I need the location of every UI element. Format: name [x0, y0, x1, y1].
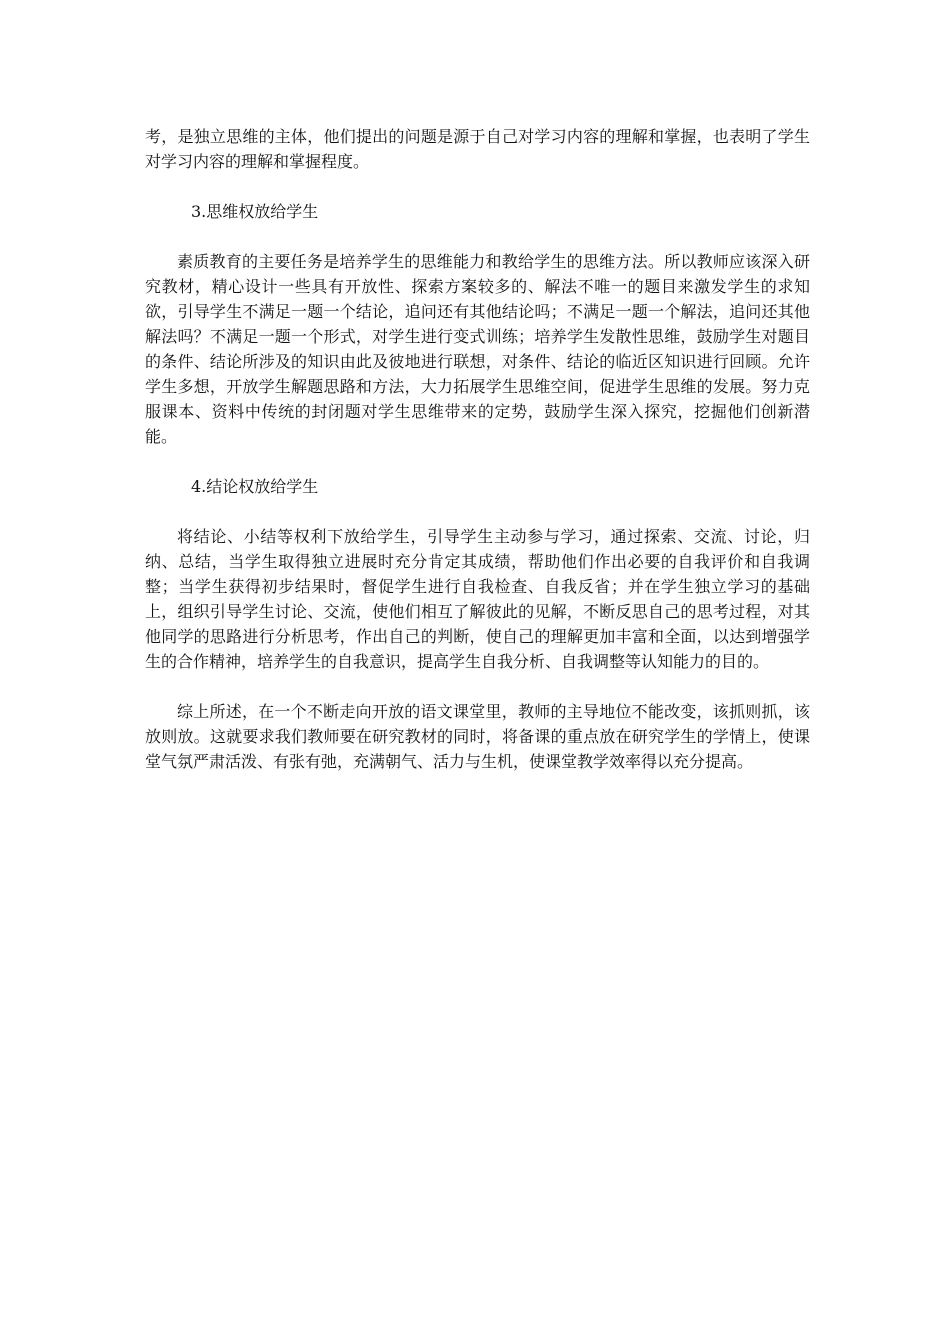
- paragraph-summary: 综上所述，在一个不断走向开放的语文课堂里，教师的主导地位不能改变，该抓则抓，该放则放。这就要求我们教师要在研究教材的同时，将备课的重点放在研究学生的学情上，使课堂气氛严肃活泼、有张有弛，充满朝气、活力与生机，使课堂教学效率得以充分提高。: [145, 702, 810, 771]
- paragraph-continued: 考，是独立思维的主体，他们提出的问题是源于自己对学习内容的理解和掌握，也表明了学生对学习内容的理解和掌握程度。: [145, 127, 810, 171]
- section-heading-4: 4.结论权放给学生: [191, 477, 319, 496]
- paragraph-thinking: 素质教育的主要任务是培养学生的思维能力和教给学生的思维方法。所以教师应该深入研究教材，精心设计一些具有开放性、探索方案较多的、解法不唯一的题目来激发学生的求知欲，引导学生不满足一题一个结论，追问还有其他结论吗；不满足一题一个解法，追问还其他解法吗？不满足一题一个形式，对学生进行变式训练；培养学生发散性思维，鼓励学生对题目的条件、结论所涉及的知识由此及彼地进行联想，对条件、结论的临近区知识进行回顾。允许学生多想，开放学生解题思路和方法，大力拓展学生思维空间，促进学生思维的发展。努力克服课本、资料中传统的封闭题对学生思维带来的定势，鼓励学生深入探究，挖掘他们创新潜能。: [145, 252, 810, 446]
- section-heading-3: 3.思维权放给学生: [191, 202, 319, 221]
- document-body: [145, 124, 810, 799]
- paragraph-conclusion: 将结论、小结等权利下放给学生，引导学生主动参与学习，通过探索、交流、讨论，归纳、总结，当学生取得独立进展时充分肯定其成绩，帮助他们作出必要的自我评价和自我调整；当学生获得初步结果时，督促学生进行自我检查、自我反省；并在学生独立学习的基础上，组织引导学生讨论、交流，使他们相互了解彼此的见解，不断反思自己的思考过程，对其他同学的思路进行分析思考，作出自己的判断，使自己的理解更加丰富和全面，以达到增强学生的合作精神，培养学生的自我意识，提高学生自我分析、自我调整等认知能力的目的。: [145, 527, 810, 671]
